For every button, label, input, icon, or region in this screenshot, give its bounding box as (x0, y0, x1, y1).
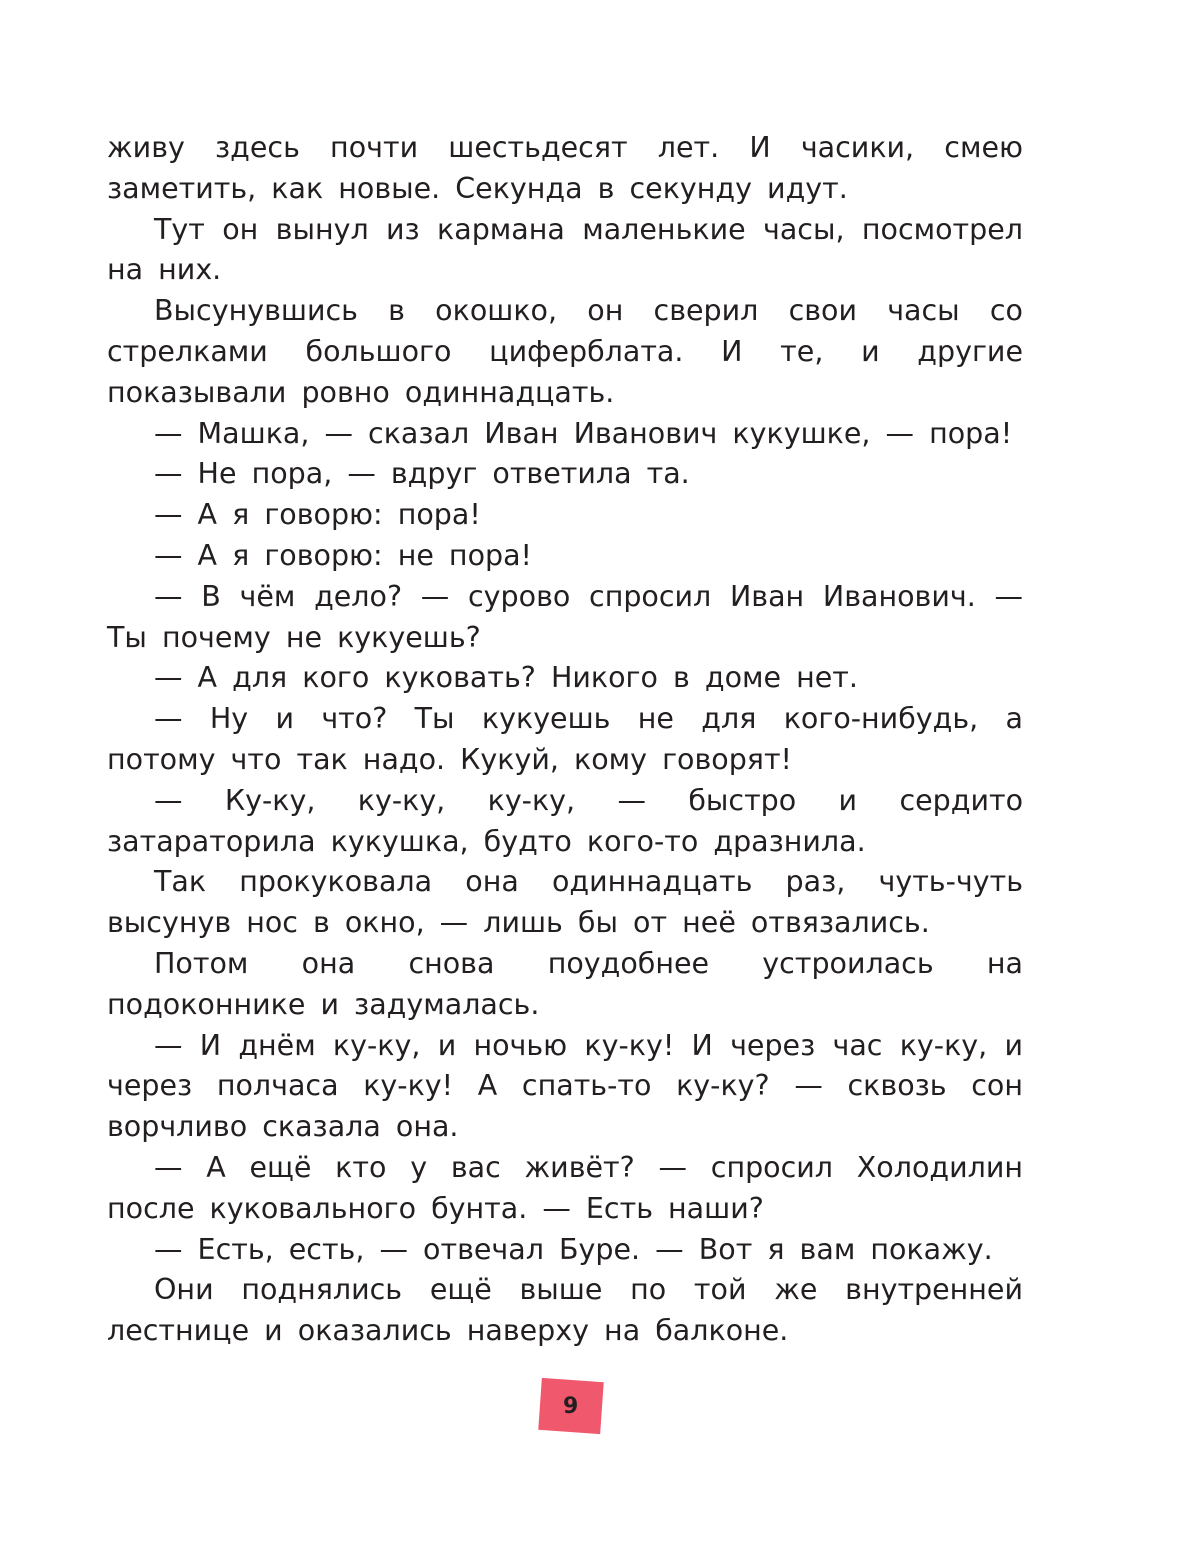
dialogue-line: — Ну и что? Ты кукуешь не для кого-нибудь, а потому что так надо. Кукуй, кому говорят! (107, 702, 1023, 776)
dialogue-line: — А ещё кто у вас живёт? — спросил Холодилин после куковального бунта. — Есть наши? (107, 1150, 1023, 1225)
paragraph: Они поднялись ещё выше по той же внутренней лестнице и оказались наверху на балконе. (107, 1273, 1023, 1348)
body-text (107, 128, 1023, 1352)
page-number-badge (538, 1378, 603, 1434)
dialogue-line: — А для кого куковать? Никого в доме нет. (154, 661, 858, 695)
paragraph-continuation: живу здесь почти шестьдесят лет. И часики, смею заметить, как новые. Секунда в секунду идут. (107, 131, 1023, 205)
page-number: 9 (563, 1393, 579, 1419)
paragraph: Тут он вынул из кармана маленькие часы, посмотрел на них. (107, 212, 1023, 287)
paragraph: Так прокуковала она одиннадцать раз, чуть-чуть высунув нос в окно, — лишь бы от неё отвязались. (107, 865, 1023, 940)
paragraph: Потом она снова поудобнее устроилась на подоконнике и задумалась. (107, 946, 1023, 1021)
dialogue-line: — А я говорю: не пора! (154, 538, 532, 572)
paragraph: Высунувшись в окошко, он сверил свои часы со стрелками большого циферблата. И те, и другие показывали ровно одиннадцать. (107, 294, 1023, 409)
dialogue-line: — И днём ку-ку, и ночью ку-ку! И через час ку-ку, и через полчаса ку-ку! А спать-то ку-ку? — сквозь сон ворчливо сказала она. (107, 1028, 1023, 1144)
dialogue-line: — Машка, — сказал Иван Иванович кукушке, — пора! (154, 416, 1013, 450)
dialogue-line: — Ку-ку, ку-ку, ку-ку, — быстро и сердито затараторила кукушка, будто кого-то дразнила. (107, 783, 1023, 858)
dialogue-line: — В чём дело? — сурово спросил Иван Иванович. — Ты почему не кукуешь? (107, 579, 1023, 654)
dialogue-line: — А я говорю: пора! (154, 498, 481, 532)
dialogue-line: — Не пора, — вдруг ответила та. (154, 457, 690, 491)
dialogue-line: — Есть, есть, — отвечал Буре. — Вот я вам покажу. (154, 1232, 993, 1266)
